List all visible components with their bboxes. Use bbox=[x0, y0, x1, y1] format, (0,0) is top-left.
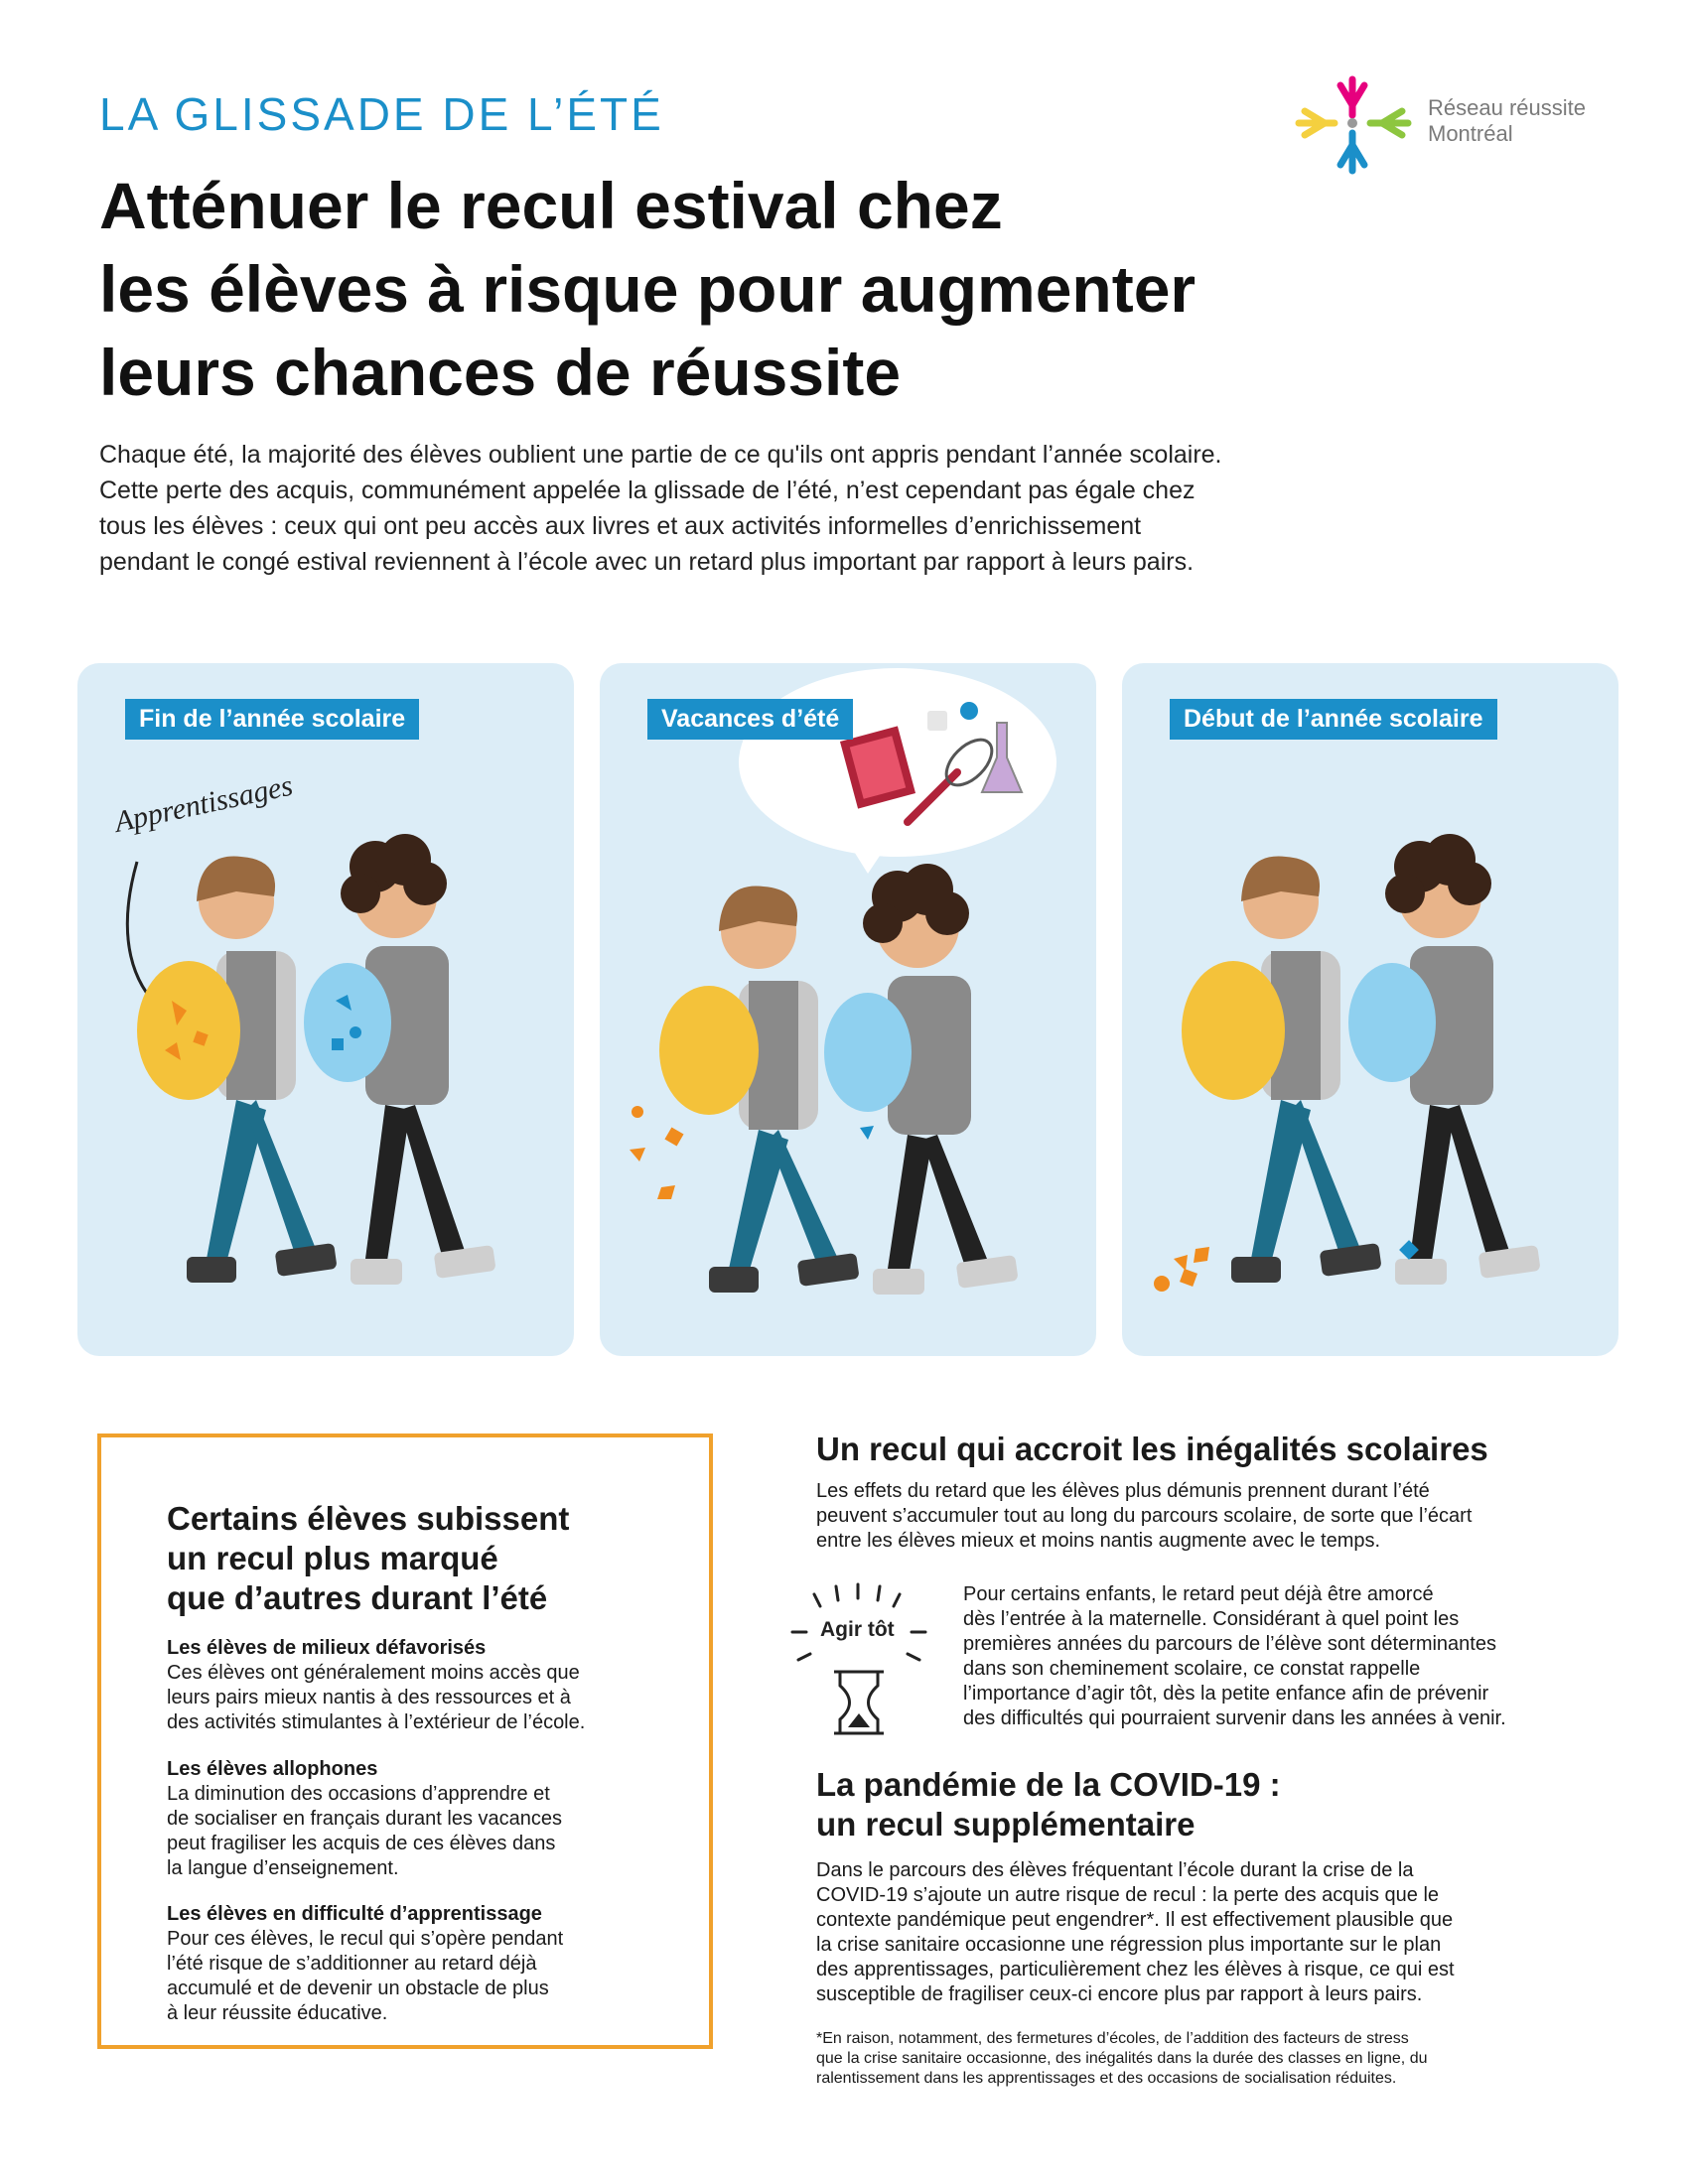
box-title bbox=[167, 1499, 683, 1618]
text-line: Les effets du retard que les élèves plus démunis prennent durant l’été bbox=[816, 1480, 1430, 1502]
section-inequalities bbox=[816, 1430, 1591, 1554]
section-text bbox=[167, 1927, 683, 2026]
box-title-line: que d’autres durant l’été bbox=[167, 1579, 548, 1616]
section-text bbox=[167, 1782, 683, 1881]
hourglass-icon bbox=[784, 1578, 943, 1737]
agir-tot-badge bbox=[784, 1578, 943, 1737]
text-line: des difficultés qui pourraient survenir dans les années à venir. bbox=[963, 1707, 1506, 1729]
section-text bbox=[816, 1858, 1591, 2007]
kicker: LA GLISSADE DE L’ÉTÉ bbox=[99, 88, 664, 140]
text-line: à leur réussite éducative. bbox=[167, 2002, 388, 2024]
student-a bbox=[630, 887, 860, 1293]
section-text bbox=[816, 1479, 1591, 1554]
footnote-line: ralentissement dans les apprentissages et des occasions de socialisation réduites. bbox=[816, 2070, 1397, 2087]
logo-line-1: Réseau réussite bbox=[1428, 95, 1586, 120]
section-heading: Les élèves en difficulté d’apprentissage bbox=[167, 1903, 542, 1925]
intro-line: pendant le congé estival reviennent à l’école avec un retard plus important par rapport à leurs pairs. bbox=[99, 548, 1195, 576]
text-line: accumulé et de devenir un obstacle de plus bbox=[167, 1978, 549, 1999]
dice-icon bbox=[927, 711, 947, 731]
text-line: des activités stimulantes à l’extérieur de l’école. bbox=[167, 1711, 586, 1733]
intro-paragraph bbox=[99, 437, 1529, 580]
panel-label: Fin de l’année scolaire bbox=[125, 699, 419, 740]
text-line: dans son cheminement scolaire, ce constat rappelle bbox=[963, 1658, 1421, 1680]
page-title bbox=[99, 164, 1529, 414]
annotation-apprentissages: Apprentissages bbox=[111, 768, 296, 839]
text-line: la langue d’enseignement. bbox=[167, 1857, 399, 1879]
section-heading: Les élèves allophones bbox=[167, 1758, 378, 1780]
section-allophone bbox=[167, 1757, 683, 1881]
text-line: entre les élèves mieux et moins nantis augmente avec le temps. bbox=[816, 1530, 1381, 1552]
section-text bbox=[963, 1582, 1599, 1731]
logo-line-2: Montréal bbox=[1428, 121, 1513, 146]
title-line: leurs chances de réussite bbox=[99, 336, 902, 409]
intro-line: tous les élèves : ceux qui ont peu accès aux livres et aux activités informelles d’enrichissement bbox=[99, 512, 1142, 540]
student-b bbox=[1348, 834, 1541, 1285]
student-a bbox=[1154, 857, 1382, 1292]
text-line: susceptible de fragiliser ceux-ci encore plus par rapport à leurs pairs. bbox=[816, 1983, 1423, 2005]
title-line: Atténuer le recul estival chez bbox=[99, 169, 1003, 242]
text-line: La diminution des occasions d’apprendre et bbox=[167, 1783, 550, 1805]
text-line: l’été risque de s’additionner au retard déjà bbox=[167, 1953, 537, 1975]
text-line: Pour ces élèves, le recul qui s’opère pendant bbox=[167, 1928, 564, 1950]
text-line: Pour certains enfants, le retard peut déjà être amorcé bbox=[963, 1583, 1434, 1605]
footnote-line: que la crise sanitaire occasionne, des inégalités dans la durée des classes en ligne, du bbox=[816, 2050, 1428, 2067]
panel-start-of-year bbox=[1122, 663, 1618, 1356]
student-a bbox=[137, 857, 338, 1283]
students-illustration-3 bbox=[1122, 663, 1618, 1356]
footnote bbox=[816, 2029, 1591, 2089]
text-line: dès l’entrée à la maternelle. Considérant à quel point les bbox=[963, 1608, 1460, 1630]
section-title bbox=[816, 1765, 1591, 1844]
puzzle-icon bbox=[960, 702, 978, 720]
section-text bbox=[167, 1661, 683, 1735]
box-title-line: un recul plus marqué bbox=[167, 1540, 498, 1576]
text-line: des apprentissages, particulièrement chez les élèves à risque, ce qui est bbox=[816, 1959, 1455, 1980]
footnote-line: *En raison, notamment, des fermetures d’écoles, de l’addition des facteurs de stress bbox=[816, 2030, 1409, 2047]
text-line: la crise sanitaire occasionne une régression plus importante sur le plan bbox=[816, 1934, 1442, 1956]
section-covid bbox=[816, 1765, 1591, 2007]
panel-label: Début de l’année scolaire bbox=[1170, 699, 1497, 740]
text-line: Dans le parcours des élèves fréquentant l’école durant la crise de la bbox=[816, 1859, 1414, 1881]
panel-end-of-year bbox=[77, 663, 574, 1356]
title-line: La pandémie de la COVID-19 : bbox=[816, 1766, 1281, 1803]
panel-summer-holidays bbox=[600, 663, 1096, 1356]
logo-text bbox=[1428, 95, 1586, 147]
section-title: Un recul qui accroit les inégalités scolaires bbox=[816, 1431, 1488, 1467]
agir-tot-text bbox=[963, 1582, 1599, 1731]
section-heading: Les élèves de milieux défavorisés bbox=[167, 1637, 487, 1659]
section-disadvantaged bbox=[167, 1636, 683, 1735]
title-line: un recul supplémentaire bbox=[816, 1806, 1196, 1843]
students-illustration-1 bbox=[77, 663, 574, 1356]
panel-label: Vacances d’été bbox=[647, 699, 853, 740]
text-line: leurs pairs mieux nantis à des ressources et à bbox=[167, 1687, 571, 1708]
title-line: les élèves à risque pour augmenter bbox=[99, 252, 1196, 326]
section-learning-difficulty bbox=[167, 1902, 683, 2026]
box-title-line: Certains élèves subissent bbox=[167, 1500, 570, 1537]
text-line: peuvent s’accumuler tout au long du parcours scolaire, de sorte que l’écart bbox=[816, 1505, 1473, 1527]
intro-line: Chaque été, la majorité des élèves oublient une partie de ce qu'ils ont appris pendant l’année scolaire. bbox=[99, 441, 1222, 469]
student-b bbox=[304, 834, 496, 1285]
text-line: premières années du parcours de l’élève sont déterminantes bbox=[963, 1633, 1496, 1655]
risk-groups-box bbox=[97, 1433, 713, 2049]
text-line: COVID-19 s’ajoute un autre risque de recul : la perte des acquis que le bbox=[816, 1884, 1440, 1906]
text-line: l’importance d’agir tôt, dès la petite enfance afin de prévenir bbox=[963, 1683, 1489, 1705]
text-line: de socialiser en français durant les vacances bbox=[167, 1808, 562, 1830]
students-illustration-2 bbox=[600, 663, 1096, 1356]
student-b bbox=[824, 864, 1019, 1295]
text-line: contexte pandémique peut engendrer*. Il est effectivement plausible que bbox=[816, 1909, 1454, 1931]
agir-tot-label: Agir tôt bbox=[820, 1618, 895, 1641]
intro-line: Cette perte des acquis, communément appelée la glissade de l’été, n’est cependant pas égale chez bbox=[99, 477, 1196, 504]
text-line: peut fragiliser les acquis de ces élèves dans bbox=[167, 1833, 556, 1854]
text-line: Ces élèves ont généralement moins accès que bbox=[167, 1662, 580, 1684]
